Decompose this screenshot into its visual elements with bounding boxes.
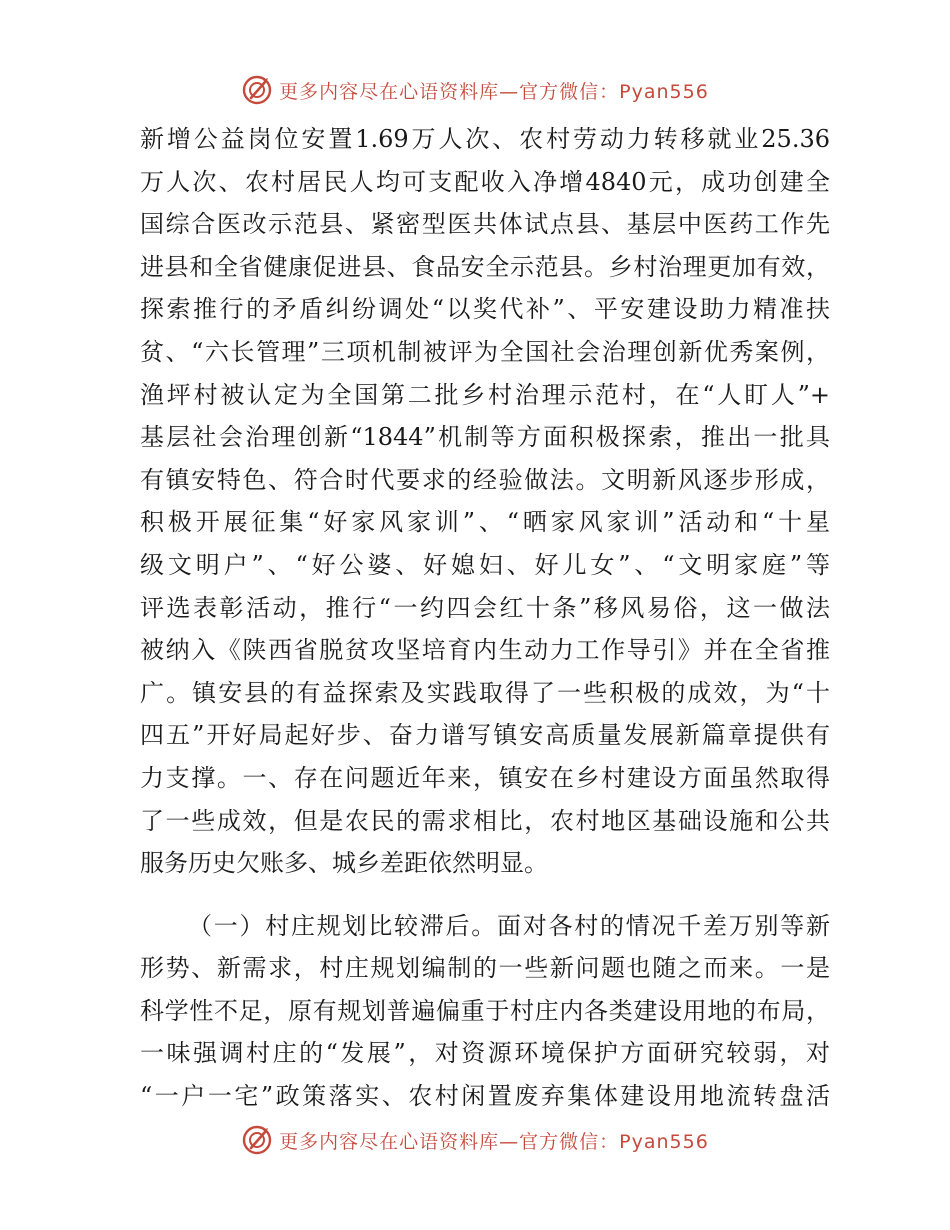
text-line: 渔坪村被认定为全国第二批乡村治理示范村，在“人盯人”+ [140,380,830,409]
text-line: 基层社会治理创新“1844”机制等方面积极探索，推出一批具 [140,423,830,452]
text-line: 科学性不足，原有规划普遍偏重于村庄内各类建设用地的布局， [140,996,830,1025]
watermark-text: 更多内容尽在心语资料库—官方微信：Pyan556 [279,1130,709,1153]
text-line: 进县和全省健康促进县、食品安全示范县。乡村治理更加有效， [140,252,830,281]
text-line: （一）村庄规划比较滞后。面对各村的情况千差万别等新 [188,911,830,940]
text-line: 服务历史欠账多、城乡差距依然明显。 [140,849,548,878]
footer-watermark [0,1120,950,1160]
text-line: 国综合医改示范县、紧密型医共体试点县、基层中医药工作先 [140,210,830,239]
text-line: 有镇安特色、符合时代要求的经验做法。文明新风逐步形成， [140,465,830,494]
paragraph-spacer [140,885,830,905]
text-line: 力支撑。一、存在问题近年来，镇安在乡村建设方面虽然取得 [140,763,830,792]
text-line: 新增公益岗位安置1.69万人次、农村劳动力转移就业25.36 [140,125,830,153]
seal-logo-icon [241,74,273,106]
text-line: 了一些成效，但是农民的需求相比，农村地区基础设施和公共 [140,806,830,835]
text-line: 一味强调村庄的“发展”，对资源环境保护方面研究较弱，对 [140,1039,830,1068]
text-line: 探索推行的矛盾纠纷调处“以奖代补”、平安建设助力精准扶 [140,295,830,324]
watermark-inner [241,74,709,106]
text-line: 万人次、农村居民人均可支配收入净增4840元，成功创建全 [140,167,830,196]
text-line: 级文明户”、“好公婆、好媳妇、好儿女”、“文明家庭”等 [140,550,830,579]
seal-logo-icon [241,1124,273,1156]
watermark-inner [241,1124,709,1156]
text-line: 形势、新需求，村庄规划编制的一些新问题也随之而来。一是 [140,954,830,983]
text-line: 四五”开好局起好步、奋力谱写镇安高质量发展新篇章提供有 [140,721,830,750]
paragraph-1 [140,118,830,885]
header-watermark [0,70,950,110]
text-line: 评选表彰活动，推行“一约四会红十条”移风易俗，这一做法 [140,593,830,622]
text-line: 广。镇安县的有益探索及实践取得了一些积极的成效，为“十 [140,678,830,707]
text-line: 积极开展征集“好家风家训”、“晒家风家训”活动和“十星 [140,508,830,537]
watermark-text: 更多内容尽在心语资料库—官方微信：Pyan556 [279,80,709,103]
text-line: 贫、“六长管理”三项机制被评为全国社会治理创新优秀案例， [140,337,830,366]
text-line: “一户一宅”政策落实、农村闲置废弃集体建设用地流转盘活 [140,1082,830,1111]
text-line: 被纳入《陕西省脱贫攻坚培育内生动力工作导引》并在全省推 [140,636,830,665]
paragraph-2 [140,905,830,1118]
document-body [140,118,830,1118]
